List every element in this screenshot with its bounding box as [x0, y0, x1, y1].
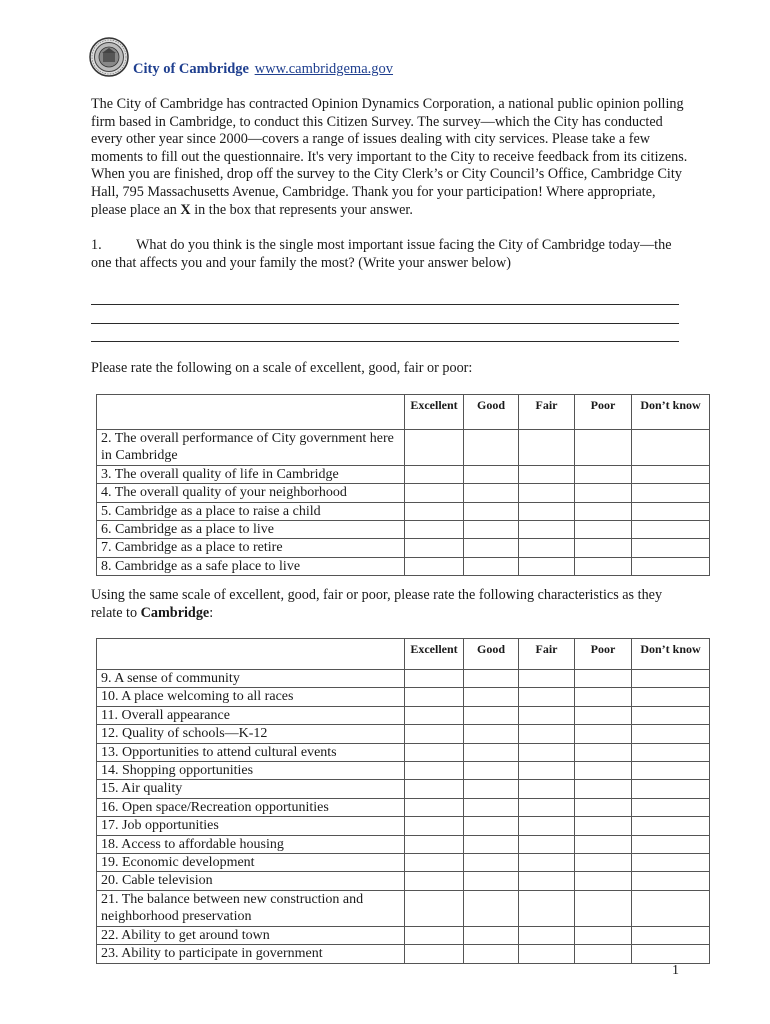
table-row — [97, 484, 710, 502]
checkbox-good[interactable] — [464, 926, 519, 944]
checkbox-poor[interactable] — [575, 465, 632, 483]
intro-mark: X — [180, 201, 191, 218]
checkbox-fair[interactable] — [519, 521, 575, 539]
checkbox-excellent[interactable] — [405, 484, 464, 502]
checkbox-excellent[interactable] — [405, 872, 464, 890]
checkbox-good[interactable] — [464, 484, 519, 502]
checkbox-excellent[interactable] — [405, 670, 464, 688]
table-row — [97, 465, 710, 483]
checkbox-poor[interactable] — [575, 926, 632, 944]
checkbox-excellent[interactable] — [405, 539, 464, 557]
checkbox-good[interactable] — [464, 817, 519, 835]
checkbox-poor[interactable] — [575, 872, 632, 890]
checkbox-poor[interactable] — [575, 835, 632, 853]
col-excellent: Excellent — [405, 395, 464, 430]
checkbox-excellent[interactable] — [405, 706, 464, 724]
item-label: 4. The overall quality of your neighborhood — [97, 484, 405, 502]
checkbox-dont-know[interactable] — [632, 817, 710, 835]
document-header — [133, 61, 393, 78]
checkbox-dont-know[interactable] — [632, 762, 710, 780]
item-label: 2. The overall performance of City government here in Cambridge — [97, 430, 405, 466]
table-row — [97, 762, 710, 780]
col-good: Good — [464, 639, 519, 670]
col-dont-know: Don’t know — [632, 639, 710, 670]
item-label: 9. A sense of community — [97, 670, 405, 688]
checkbox-dont-know[interactable] — [632, 484, 710, 502]
checkbox-poor[interactable] — [575, 484, 632, 502]
table-row — [97, 725, 710, 743]
item-label: 11. Overall appearance — [97, 706, 405, 724]
checkbox-good[interactable] — [464, 706, 519, 724]
checkbox-excellent[interactable] — [405, 945, 464, 963]
checkbox-good[interactable] — [464, 688, 519, 706]
item-label: 8. Cambridge as a safe place to live — [97, 557, 405, 575]
table-row — [97, 502, 710, 520]
item-label: 15. Air quality — [97, 780, 405, 798]
col-dont-know: Don’t know — [632, 395, 710, 430]
checkbox-dont-know[interactable] — [632, 743, 710, 761]
checkbox-poor[interactable] — [575, 743, 632, 761]
item-label: 7. Cambridge as a place to retire — [97, 539, 405, 557]
checkbox-excellent[interactable] — [405, 430, 464, 466]
item-label: 22. Ability to get around town — [97, 926, 405, 944]
table-row — [97, 835, 710, 853]
table-row — [97, 854, 710, 872]
item-label: 20. Cable television — [97, 872, 405, 890]
checkbox-excellent[interactable] — [405, 521, 464, 539]
checkbox-dont-know[interactable] — [632, 465, 710, 483]
checkbox-fair[interactable] — [519, 430, 575, 466]
header-blank-cell — [97, 639, 405, 670]
checkbox-good[interactable] — [464, 670, 519, 688]
city-website-link[interactable]: www.cambridgema.gov — [254, 61, 394, 77]
checkbox-good[interactable] — [464, 502, 519, 520]
checkbox-excellent[interactable] — [405, 854, 464, 872]
checkbox-good[interactable] — [464, 557, 519, 575]
table-row — [97, 706, 710, 724]
checkbox-dont-know[interactable] — [632, 670, 710, 688]
item-label: 10. A place welcoming to all races — [97, 688, 405, 706]
checkbox-excellent[interactable] — [405, 835, 464, 853]
checkbox-poor[interactable] — [575, 817, 632, 835]
checkbox-fair[interactable] — [519, 872, 575, 890]
checkbox-dont-know[interactable] — [632, 521, 710, 539]
table-row — [97, 890, 710, 926]
table-header-row — [97, 395, 710, 430]
checkbox-excellent[interactable] — [405, 762, 464, 780]
checkbox-fair[interactable] — [519, 539, 575, 557]
checkbox-fair[interactable] — [519, 817, 575, 835]
checkbox-dont-know[interactable] — [632, 688, 710, 706]
checkbox-poor[interactable] — [575, 854, 632, 872]
question-1-number: 1. — [91, 237, 102, 253]
col-fair: Fair — [519, 395, 575, 430]
item-label: 18. Access to affordable housing — [97, 835, 405, 853]
intro-text: The City of Cambridge has contracted Opinion Dynamics Corporation, a national public opinion polling firm based in Cambridge, to conduct this Citizen Survey. The survey—which the City has conducted every other year since 2000—covers a range of issues dealing with city services. Please take a few moments to fill out the questionnaire. It's very important to the City to receive feedback from its citizens. When you are finished, drop off the survey to the City Clerk’s or City Council’s Office, Cambridge City Hall, 795 Massachusetts Avenue, Cambridge. Thank you for your participation! Where appropriate, please place an — [91, 96, 688, 218]
checkbox-fair[interactable] — [519, 670, 575, 688]
checkbox-good[interactable] — [464, 521, 519, 539]
checkbox-fair[interactable] — [519, 706, 575, 724]
checkbox-good[interactable] — [464, 890, 519, 926]
checkbox-dont-know[interactable] — [632, 945, 710, 963]
item-label: 6. Cambridge as a place to live — [97, 521, 405, 539]
table-row — [97, 430, 710, 466]
item-label: 5. Cambridge as a place to raise a child — [97, 502, 405, 520]
checkbox-fair[interactable] — [519, 465, 575, 483]
checkbox-excellent[interactable] — [405, 780, 464, 798]
item-label: 17. Job opportunities — [97, 817, 405, 835]
table-row — [97, 780, 710, 798]
table-row — [97, 557, 710, 575]
checkbox-fair[interactable] — [519, 798, 575, 816]
checkbox-dont-know[interactable] — [632, 798, 710, 816]
checkbox-fair[interactable] — [519, 835, 575, 853]
checkbox-poor[interactable] — [575, 539, 632, 557]
rating-table-1 — [96, 394, 710, 576]
checkbox-dont-know[interactable] — [632, 926, 710, 944]
checkbox-dont-know[interactable] — [632, 539, 710, 557]
item-label: 21. The balance between new construction and neighborhood preservation — [97, 890, 405, 926]
scale-prompt-2-text: Using the same scale of excellent, good, fair or poor, please rate the following characteristics as they relate to — [91, 587, 663, 621]
checkbox-good[interactable] — [464, 780, 519, 798]
table-row — [97, 743, 710, 761]
checkbox-excellent[interactable] — [405, 502, 464, 520]
checkbox-good[interactable] — [464, 430, 519, 466]
checkbox-fair[interactable] — [519, 854, 575, 872]
table-row — [97, 798, 710, 816]
checkbox-fair[interactable] — [519, 890, 575, 926]
answer-line-1[interactable] — [91, 304, 679, 305]
checkbox-poor[interactable] — [575, 557, 632, 575]
item-label: 13. Opportunities to attend cultural events — [97, 743, 405, 761]
item-label: 19. Economic development — [97, 854, 405, 872]
checkbox-good[interactable] — [464, 798, 519, 816]
checkbox-good[interactable] — [464, 945, 519, 963]
scale-prompt-2-bold: Cambridge — [140, 604, 210, 621]
intro-paragraph — [91, 96, 691, 219]
checkbox-good[interactable] — [464, 835, 519, 853]
checkbox-poor[interactable] — [575, 670, 632, 688]
col-poor: Poor — [575, 395, 632, 430]
checkbox-excellent[interactable] — [405, 688, 464, 706]
checkbox-fair[interactable] — [519, 743, 575, 761]
checkbox-dont-know[interactable] — [632, 890, 710, 926]
checkbox-excellent[interactable] — [405, 725, 464, 743]
question-1-text: What do you think is the single most important issue facing the City of Cambridge today—the one that affects you and your family the most? (Write your answer below) — [91, 237, 672, 271]
table-row — [97, 688, 710, 706]
checkbox-excellent[interactable] — [405, 926, 464, 944]
item-label: 12. Quality of schools—K-12 — [97, 725, 405, 743]
checkbox-poor[interactable] — [575, 798, 632, 816]
checkbox-dont-know[interactable] — [632, 780, 710, 798]
table-row — [97, 521, 710, 539]
checkbox-dont-know[interactable] — [632, 872, 710, 890]
checkbox-excellent[interactable] — [405, 890, 464, 926]
item-label: 3. The overall quality of life in Cambridge — [97, 465, 405, 483]
checkbox-good[interactable] — [464, 872, 519, 890]
scale-prompt: Please rate the following on a scale of excellent, good, fair or poor: — [91, 360, 473, 376]
page-number: 1 — [672, 963, 679, 978]
checkbox-good[interactable] — [464, 725, 519, 743]
item-label: 14. Shopping opportunities — [97, 762, 405, 780]
header-blank-cell — [97, 395, 405, 430]
checkbox-dont-know[interactable] — [632, 854, 710, 872]
checkbox-dont-know[interactable] — [632, 430, 710, 466]
table-row — [97, 926, 710, 944]
scale-prompt-2 — [91, 587, 691, 622]
checkbox-poor[interactable] — [575, 945, 632, 963]
city-seal-logo — [89, 37, 129, 77]
checkbox-good[interactable] — [464, 465, 519, 483]
table-row — [97, 817, 710, 835]
checkbox-fair[interactable] — [519, 945, 575, 963]
checkbox-fair[interactable] — [519, 688, 575, 706]
checkbox-poor[interactable] — [575, 725, 632, 743]
checkbox-dont-know[interactable] — [632, 557, 710, 575]
checkbox-poor[interactable] — [575, 706, 632, 724]
item-label: 23. Ability to participate in government — [97, 945, 405, 963]
checkbox-dont-know[interactable] — [632, 502, 710, 520]
table-row — [97, 945, 710, 963]
item-label: 16. Open space/Recreation opportunities — [97, 798, 405, 816]
col-good: Good — [464, 395, 519, 430]
checkbox-fair[interactable] — [519, 484, 575, 502]
checkbox-fair[interactable] — [519, 502, 575, 520]
checkbox-poor[interactable] — [575, 890, 632, 926]
question-1 — [91, 237, 691, 272]
checkbox-good[interactable] — [464, 539, 519, 557]
table-row — [97, 539, 710, 557]
checkbox-dont-know[interactable] — [632, 706, 710, 724]
checkbox-poor[interactable] — [575, 521, 632, 539]
checkbox-fair[interactable] — [519, 725, 575, 743]
checkbox-excellent[interactable] — [405, 798, 464, 816]
checkbox-poor[interactable] — [575, 762, 632, 780]
answer-line-3[interactable] — [91, 341, 679, 342]
checkbox-excellent[interactable] — [405, 743, 464, 761]
checkbox-excellent[interactable] — [405, 817, 464, 835]
checkbox-good[interactable] — [464, 762, 519, 780]
table-row — [97, 670, 710, 688]
table-row — [97, 872, 710, 890]
scale-prompt-2-tail: : — [209, 604, 214, 621]
checkbox-fair[interactable] — [519, 557, 575, 575]
city-name: City of Cambridge — [133, 61, 249, 77]
checkbox-excellent[interactable] — [405, 465, 464, 483]
col-poor: Poor — [575, 639, 632, 670]
checkbox-poor[interactable] — [575, 502, 632, 520]
checkbox-poor[interactable] — [575, 430, 632, 466]
checkbox-fair[interactable] — [519, 926, 575, 944]
intro-tail: in the box that represents your answer. — [194, 201, 413, 218]
checkbox-excellent[interactable] — [405, 557, 464, 575]
checkbox-fair[interactable] — [519, 780, 575, 798]
table-header-row — [97, 639, 710, 670]
checkbox-poor[interactable] — [575, 688, 632, 706]
checkbox-poor[interactable] — [575, 780, 632, 798]
checkbox-good[interactable] — [464, 854, 519, 872]
checkbox-dont-know[interactable] — [632, 835, 710, 853]
col-fair: Fair — [519, 639, 575, 670]
rating-table-2 — [96, 638, 710, 964]
checkbox-fair[interactable] — [519, 762, 575, 780]
col-excellent: Excellent — [405, 639, 464, 670]
answer-line-2[interactable] — [91, 323, 679, 324]
checkbox-dont-know[interactable] — [632, 725, 710, 743]
checkbox-good[interactable] — [464, 743, 519, 761]
